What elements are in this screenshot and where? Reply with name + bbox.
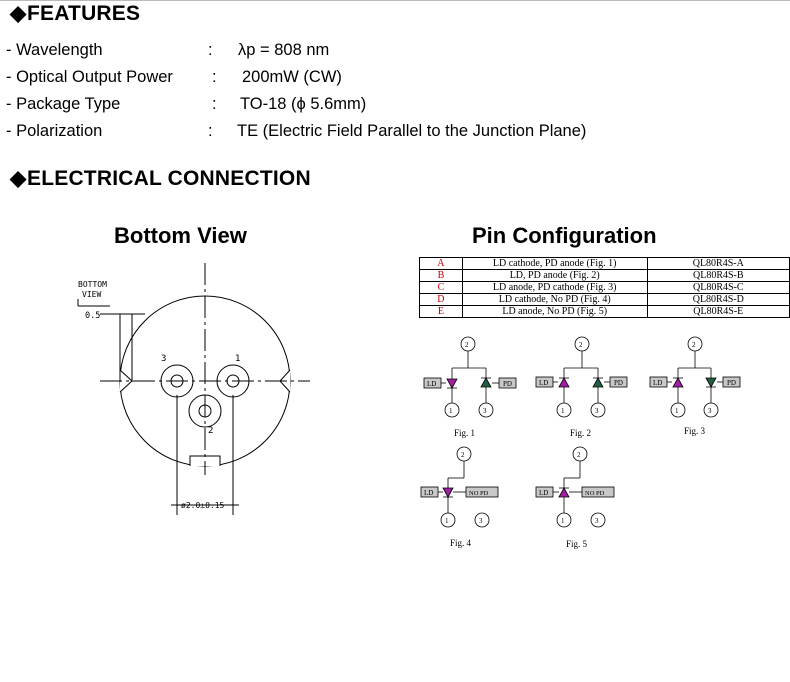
fig5-caption: Fig. 5 <box>566 539 588 549</box>
row-code: A <box>420 258 463 270</box>
bottom-view-title: Bottom View <box>114 223 247 248</box>
fig5-diagram <box>536 447 614 527</box>
feature-label: - Wavelength <box>6 41 103 59</box>
fig2-node-1: 1 <box>561 407 565 415</box>
row-description: LD, PD anode (Fig. 2) <box>462 270 647 282</box>
fig4-ld-label: LD <box>424 489 434 497</box>
fig5-nopd-label: NO PD <box>585 490 605 497</box>
row-description: LD anode, PD cathode (Fig. 3) <box>462 282 647 294</box>
fig4-nopd-label: NO PD <box>469 490 489 497</box>
electrical-title: ELECTRICAL CONNECTION <box>27 167 311 190</box>
feature-value: TE (Electric Field Parallel to the Junction Plane) <box>237 122 587 140</box>
ld-diode-icon <box>443 488 453 497</box>
fig2-ld-label: LD <box>539 379 549 387</box>
fig1-node-1: 1 <box>449 407 453 415</box>
ld-diode-icon <box>559 488 569 497</box>
dim-left-label: 0.5 <box>85 311 101 321</box>
pd-diode-icon <box>481 378 491 387</box>
pin3-label: 3 <box>161 354 167 364</box>
fig3-caption: Fig. 3 <box>684 426 706 436</box>
fig1-pd-label: PD <box>503 380 512 388</box>
fig4-node-3: 3 <box>479 517 483 525</box>
pd-diode-icon <box>593 378 603 387</box>
row-model: QL80R4S-B <box>647 270 789 282</box>
fig2-node-2: 2 <box>579 341 583 349</box>
fig5-node-2: 2 <box>577 451 581 459</box>
row-model: QL80R4S-C <box>647 282 789 294</box>
row-description: LD cathode, PD anode (Fig. 1) <box>462 258 647 270</box>
fig4-node-2: 2 <box>461 451 465 459</box>
bottom-view-label-1: BOTTOM <box>78 280 107 289</box>
row-description: LD cathode, No PD (Fig. 4) <box>462 294 647 306</box>
row-description: LD anode, No PD (Fig. 5) <box>462 306 647 318</box>
fig1-ld-label: LD <box>427 380 437 388</box>
row-model: QL80R4S-D <box>647 294 789 306</box>
ld-diode-icon <box>447 379 457 388</box>
fig1-node-2: 2 <box>465 341 469 349</box>
row-model: QL80R4S-E <box>647 306 789 318</box>
fig2-pd-label: PD <box>614 379 623 387</box>
fig1-caption: Fig. 1 <box>454 428 476 438</box>
row-code: B <box>420 270 463 282</box>
fig4-node-1: 1 <box>445 517 449 525</box>
dim-bottom-label: ø2.0±0.15 <box>181 501 225 510</box>
row-code: D <box>420 294 463 306</box>
fig3-pd-label: PD <box>727 379 736 387</box>
fig5-ld-label: LD <box>539 489 549 497</box>
fig3-ld-label: LD <box>653 379 663 387</box>
row-code: E <box>420 306 463 318</box>
feature-label: - Polarization <box>6 122 103 140</box>
row-model: QL80R4S-A <box>647 258 789 270</box>
fig2-caption: Fig. 2 <box>570 428 592 438</box>
fig2-diagram <box>536 337 627 417</box>
features-title: FEATURES <box>27 2 141 25</box>
row-code: C <box>420 282 463 294</box>
feature-label: - Package Type <box>6 95 121 113</box>
feature-label: - Optical Output Power <box>6 68 173 86</box>
fig4-diagram <box>421 447 498 527</box>
fig1-diagram <box>424 337 516 417</box>
feature-colon: : <box>208 41 213 59</box>
ld-diode-icon <box>559 378 569 387</box>
diamond-bullet-icon: ◆ <box>10 2 27 25</box>
ld-diode-icon <box>673 378 683 387</box>
fig3-node-2: 2 <box>692 341 696 349</box>
fig2-node-3: 3 <box>595 407 599 415</box>
fig3-node-1: 1 <box>675 407 679 415</box>
pin2-label: 2 <box>208 426 214 436</box>
pd-diode-icon <box>706 378 716 387</box>
feature-colon: : <box>208 122 213 140</box>
diamond-bullet-icon: ◆ <box>10 167 27 190</box>
pin1-label: 1 <box>235 354 241 364</box>
feature-value: 200mW (CW) <box>242 68 342 86</box>
bottom-view-label-2: VIEW <box>82 290 102 299</box>
fig4-caption: Fig. 4 <box>450 538 472 548</box>
pin-config-title: Pin Configuration <box>472 223 657 248</box>
feature-value: λp = 808 nm <box>238 41 330 59</box>
bottom-view-drawing <box>78 261 310 515</box>
fig1-node-3: 3 <box>483 407 487 415</box>
fig3-node-3: 3 <box>708 407 712 415</box>
fig5-node-3: 3 <box>595 517 599 525</box>
feature-value: TO-18 (ϕ 5.6mm) <box>240 95 367 113</box>
feature-colon: : <box>212 68 217 86</box>
feature-colon: : <box>212 95 217 113</box>
fig5-node-1: 1 <box>561 517 565 525</box>
fig3-diagram <box>650 337 740 417</box>
